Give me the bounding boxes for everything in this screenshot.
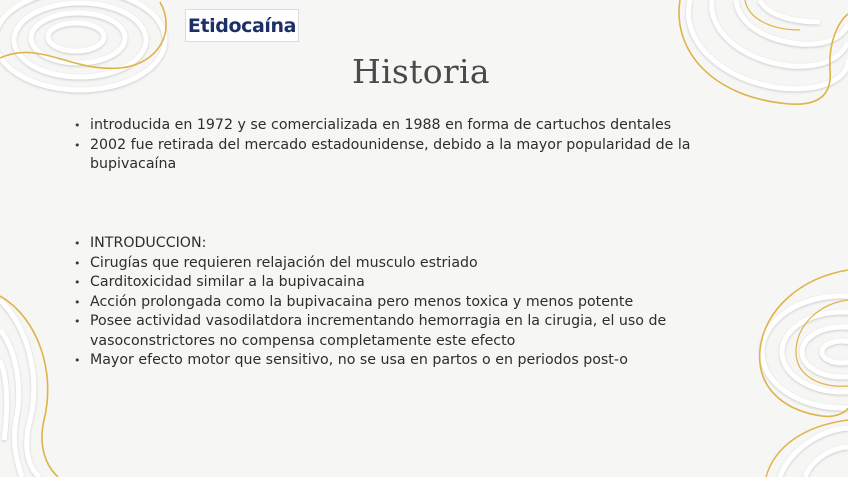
bullet-text: Acción prolongada como la bupivacaina pero menos toxica y menos potente	[90, 293, 634, 310]
bottom-left-contour	[0, 300, 40, 477]
bullet-text: 2002 fue retirada del mercado estadounidense, debido a la mayor popularidad de la bupivacaína	[90, 136, 691, 172]
bullet-item	[74, 273, 734, 293]
bullet-item	[74, 293, 734, 313]
bullet-item	[74, 312, 734, 351]
topic-tag-label: Etidocaína	[187, 14, 297, 37]
bullet-text: Mayor efecto motor que sensitivo, no se usa en partos o en periodos post-o	[90, 352, 628, 368]
bullet-marker: •	[74, 119, 81, 132]
bullet-text: introducida en 1972 y se comercializada en 1988 en forma de cartuchos dentales	[90, 117, 672, 133]
bullet-item	[74, 351, 734, 371]
bullet-marker: •	[74, 315, 81, 328]
bullet-marker: •	[74, 354, 81, 367]
bullet-marker: •	[74, 276, 81, 289]
top-right-contour	[688, 0, 848, 89]
bullet-text: Carditoxicidad similar a la bupivacaina	[90, 274, 365, 290]
bullet-marker: •	[74, 256, 81, 270]
topic-tag	[185, 9, 299, 42]
bullet-item	[74, 116, 734, 136]
bullet-item	[74, 234, 734, 254]
bullet-marker: •	[74, 295, 81, 309]
history-bullet-list	[74, 116, 734, 175]
bullet-marker: •	[74, 237, 81, 250]
bullet-marker: •	[74, 138, 81, 152]
bullet-item	[74, 254, 734, 274]
top-left-contour	[0, 0, 165, 90]
clinical-bullet-list	[74, 234, 734, 371]
bullet-item	[74, 136, 734, 175]
bullet-text: INTRODUCCION:	[90, 235, 207, 251]
bullet-text: Posee actividad vasodilatdora incrementando hemorragia en la cirugia, el uso de vasoconstrictores no compensa completamente este efecto	[90, 313, 667, 349]
bullet-text: Cirugías que requieren relajación del musculo estriado	[90, 254, 478, 271]
slide-title: Historia	[352, 52, 490, 91]
